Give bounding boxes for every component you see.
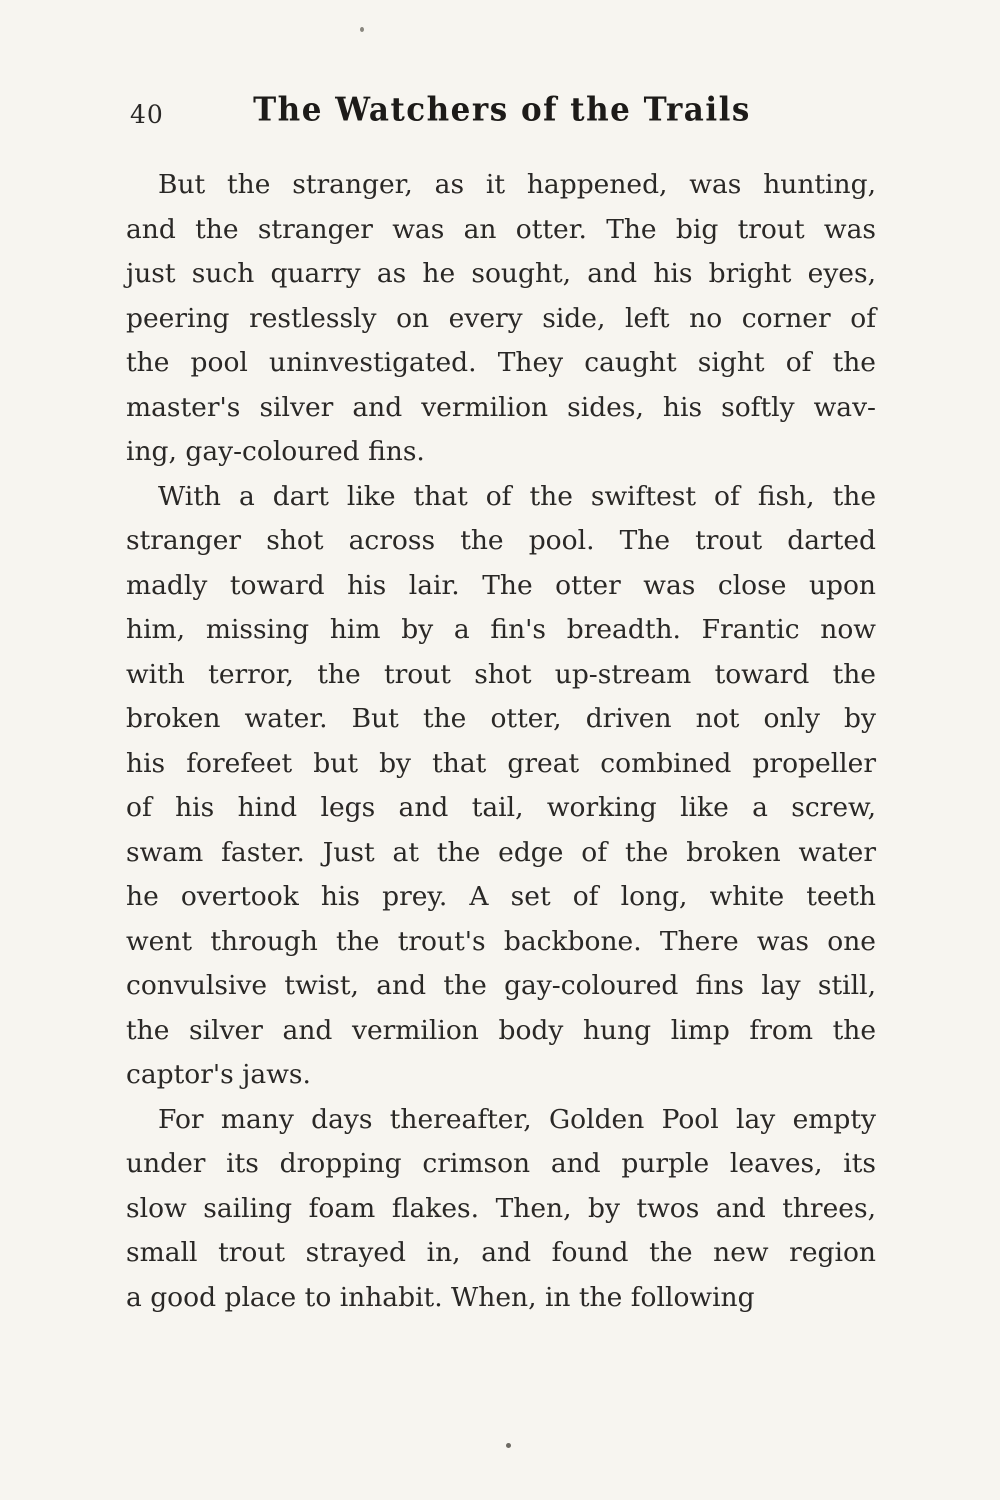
text-line: slow sailing foam flakes. Then, by twos and threes,: [126, 1192, 876, 1224]
paragraph: [126, 163, 876, 475]
running-header: [128, 92, 876, 136]
text-line: just such quarry as he sought, and his bright eyes,: [126, 258, 876, 289]
text-line: of his hind legs and tail, working like a screw,: [126, 792, 876, 823]
text-line: small trout strayed in, and found the new region: [126, 1237, 876, 1268]
text-line: convulsive twist, and the gay-coloured fins lay still,: [126, 970, 876, 1001]
body-text: [126, 163, 876, 1320]
text-line: his forefeet but by that great combined propeller: [126, 747, 876, 779]
text-line: swam faster. Just at the edge of the broken water: [126, 836, 876, 868]
text-line: he overtook his prey. A set of long, white teeth: [126, 881, 876, 912]
paragraph: [126, 1098, 876, 1321]
text-line: ing, gay-coloured fins.: [126, 436, 425, 467]
paper-speck: [506, 1443, 511, 1448]
text-line: peering restlessly on every side, left no corner of: [126, 302, 876, 334]
text-line: the pool uninvestigated. They caught sight of the: [126, 347, 876, 378]
text-line: For many days thereafter, Golden Pool lay empty: [158, 1103, 876, 1135]
text-line: went through the trout's backbone. There was one: [126, 925, 876, 957]
text-line: under its dropping crimson and purple leaves, its: [126, 1148, 876, 1179]
paragraph: [126, 475, 876, 1098]
running-title: The Watchers of the Trails: [253, 91, 751, 129]
text-line: master's silver and vermilion sides, his softly wav-: [126, 391, 876, 423]
text-line: broken water. But the otter, driven not only by: [126, 703, 876, 734]
text-line: a good place to inhabit. When, in the following: [126, 1281, 755, 1313]
text-line: But the stranger, as it happened, was hunting,: [158, 169, 876, 200]
page-number: 40: [130, 100, 164, 129]
text-line: the silver and vermilion body hung limp from the: [126, 1014, 876, 1046]
text-line: With a dart like that of the swiftest of fish, the: [158, 480, 876, 512]
text-line: captor's jaws.: [126, 1059, 311, 1090]
paper-speck: [360, 27, 364, 32]
text-line: stranger shot across the pool. The trout darted: [126, 525, 876, 556]
text-line: with terror, the trout shot up-stream toward the: [126, 658, 876, 690]
text-line: him, missing him by a fin's breadth. Frantic now: [126, 614, 876, 645]
text-line: and the stranger was an otter. The big trout was: [126, 213, 876, 245]
text-line: madly toward his lair. The otter was close upon: [126, 569, 876, 601]
